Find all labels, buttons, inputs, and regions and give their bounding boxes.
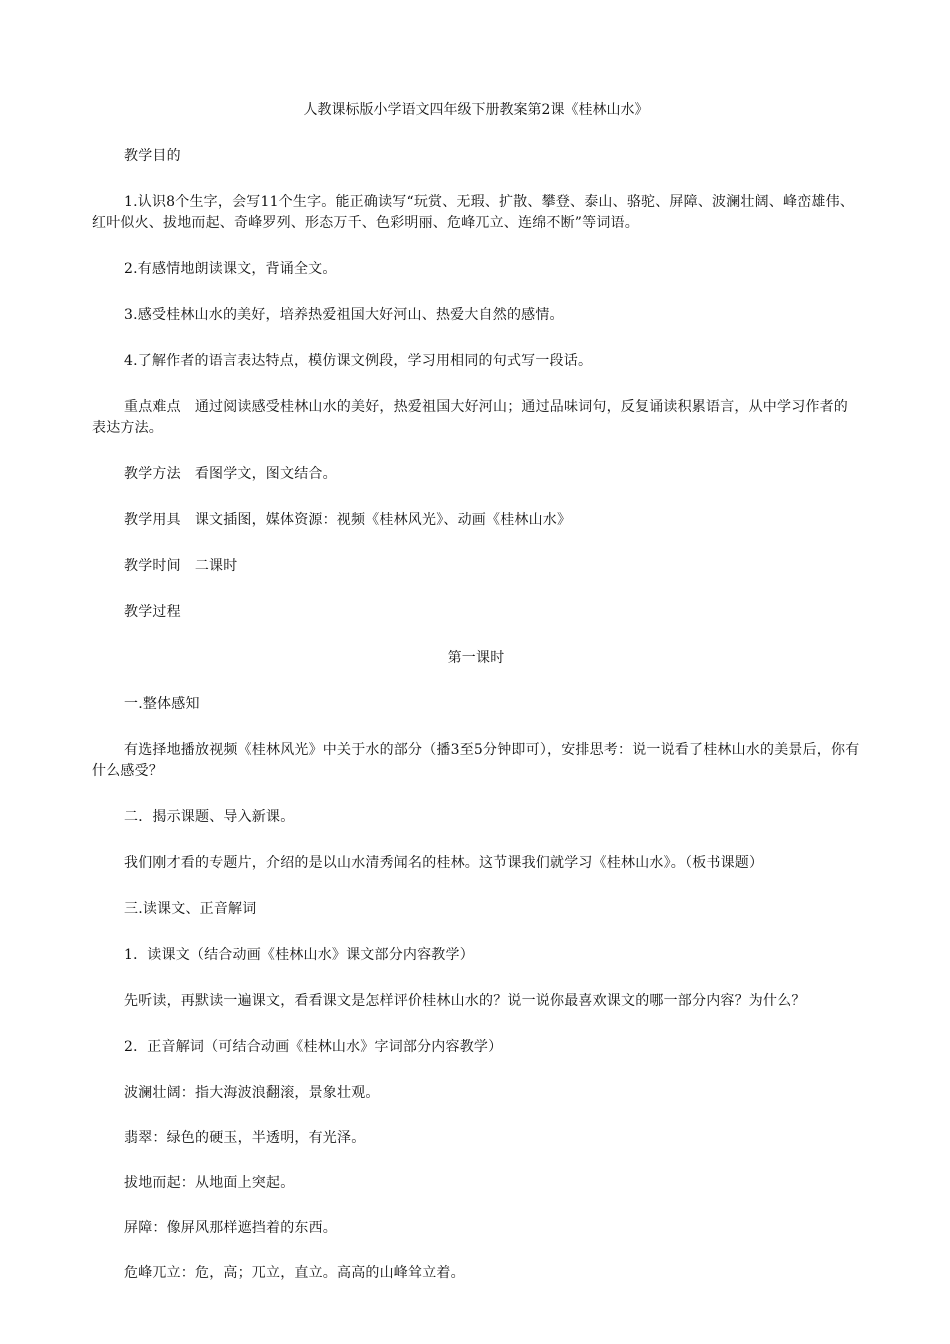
tools-label: 教学用具	[124, 512, 181, 528]
key-points-text: 通过阅读感受桂林山水的美好，热爱祖国大好河山；通过品味词句，反复诵读积累语言，从中学习作者的表达方法。	[92, 399, 849, 436]
part-one-text: 有选择地播放视频《桂林风光》中关于水的部分（播3至5分钟即可），安排思考：说一说看了桂林山水的美景后，你有什么感受？	[92, 742, 860, 779]
objective-3: 3.感受桂林山水的美好，培养热爱祖国大好河山、热爱大自然的感情。	[124, 307, 564, 323]
part-three-heading: 三.读课文、正音解词	[124, 901, 257, 917]
objective-2: 2.有感情地朗读课文，背诵全文。	[124, 261, 337, 277]
glossary-item: 拔地而起：从地面上突起。	[124, 1175, 295, 1191]
tools-text: 课文插图，媒体资源：视频《桂林风光》、动画《桂林山水》	[194, 512, 572, 528]
step-2-heading: 2．正音解词（可结合动画《桂林山水》字词部分内容教学）	[124, 1039, 503, 1055]
method-text: 看图学文，图文结合。	[194, 466, 337, 482]
objective-1: 1.认识8个生字，会写11个生字。能正确读写“玩赏、无瑕、扩散、攀登、泰山、骆驼、屏障、波澜壮阔、峰峦雄伟、红叶似火、拔地而起、奇峰罗列、形态万千、色彩明丽、危峰兀立、连绵不断”等词语。	[92, 194, 855, 231]
glossary-item: 危峰兀立：危，高；兀立，直立。高高的山峰耸立着。	[124, 1265, 465, 1281]
document-title: 人教课标版小学语文四年级下册教案第2课《桂林山水》	[303, 102, 649, 118]
part-two-text: 我们刚才看的专题片，介绍的是以山水清秀闻名的桂林。这节课我们就学习《桂林山水》。（板书课题）	[124, 855, 764, 871]
time-paragraph	[92, 556, 860, 577]
glossary-item: 屏障：像屏风那样遮挡着的东西。	[124, 1220, 337, 1236]
lesson-one-heading: 第一课时	[447, 650, 505, 666]
objectives-heading: 教学目的	[124, 148, 181, 164]
step-1-heading: 1．读课文（结合动画《桂林山水》课文部分内容教学）	[124, 947, 474, 963]
glossary-item: 翡翠：绿色的硬玉，半透明，有光泽。	[124, 1130, 366, 1146]
time-label: 教学时间	[124, 558, 181, 574]
glossary-item: 波澜壮阔：指大海波浪翻滚，景象壮观。	[124, 1085, 380, 1101]
objective-4: 4.了解作者的语言表达特点，模仿课文例段，学习用相同的句式写一段话。	[124, 353, 593, 369]
process-heading: 教学过程	[124, 604, 181, 620]
document-page	[92, 100, 860, 1308]
method-label: 教学方法	[124, 466, 181, 482]
tools-paragraph	[92, 510, 860, 531]
step-1-text: 先听读，再默读一遍课文，看看课文是怎样评价桂林山水的？说一说你最喜欢课文的哪一部分内容？为什么？	[124, 993, 806, 1009]
method-paragraph	[92, 464, 860, 485]
part-two-heading: 二．揭示课题、导入新课。	[124, 809, 295, 825]
part-one-heading: 一.整体感知	[124, 696, 200, 712]
key-points-label: 重点难点	[124, 399, 181, 415]
key-points-paragraph	[92, 397, 860, 439]
time-text: 二课时	[194, 558, 238, 574]
